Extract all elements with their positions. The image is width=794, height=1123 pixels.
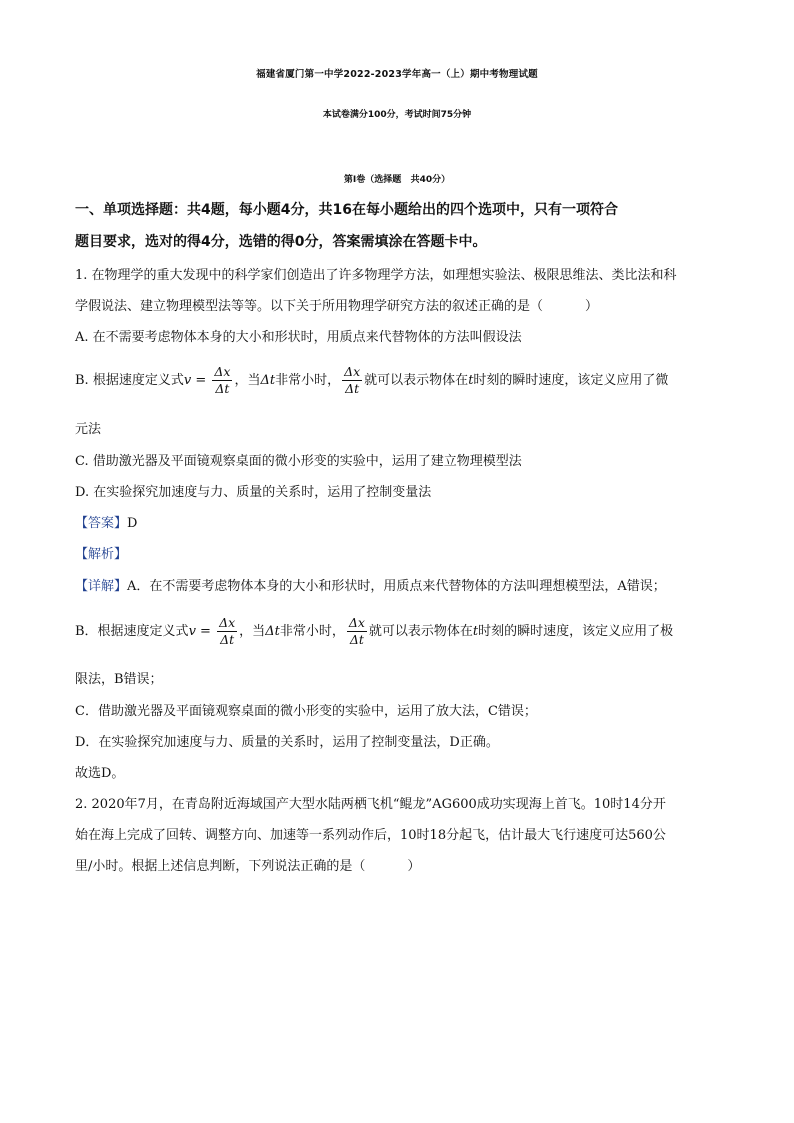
fraction-denominator: Δt (345, 381, 360, 396)
q1-option-c: C. 借助激光器及平面镜观察桌面的微小形变的实验中，运用了建立物理模型法 (75, 454, 522, 469)
detail-b (75, 615, 673, 648)
detail-tag: 【详解】 (75, 579, 128, 594)
time-symbol: t (468, 373, 474, 388)
detail-a-text: A．在不需要考虑物体本身的大小和形状时，用质点来代替物体的方法叫理想模型法，A错误； (127, 579, 666, 594)
q2-stem-line1: 2. 2020年7月，在青岛附近海域国产大型水陆两栖飞机“鲲龙”AG600成功实现海上首飞。10时14分开 (75, 797, 666, 812)
fraction-denominator: Δt (349, 632, 364, 647)
fraction-numerator: Δx (214, 364, 231, 379)
analysis-line (75, 546, 127, 564)
section-heading: 第Ⅰ卷（选择题 共40分） (343, 175, 451, 185)
detail-b-mid2: 非常小时， (279, 624, 345, 639)
q1-option-b (75, 364, 668, 397)
detail-conclusion: 故选D。 (75, 766, 125, 781)
equals-sign: = (191, 373, 211, 388)
ratio-fraction (342, 364, 362, 397)
q2-stem-line3-text: 里/小时。根据上述信息判断，下列说法正确的是（ (75, 859, 366, 874)
part-one-instructions-line2: 题目要求，选对的得4分，选错的得0分，答案需填涂在答题卡中。 (75, 234, 487, 250)
fraction-numerator: Δx (348, 615, 365, 630)
fraction-numerator: Δx (219, 615, 236, 630)
answer-tag: 【答案】 (75, 516, 128, 531)
q1-stem-line2 (75, 298, 598, 316)
detail-b-continued: 限法，B错误； (75, 672, 163, 687)
exam-title: 福建省厦门第一中学2022-2023学年高一（上）期中考物理试题 (256, 69, 538, 80)
answer-value: D (127, 516, 138, 531)
q1-option-b-mid1: ，当 (234, 373, 261, 388)
q1-stem-line1: 1. 在物理学的重大发现中的科学家们创造出了许多物理学方法，如理想实验法、极限思维法、类比法和科 (75, 268, 677, 283)
detail-d: D．在实验探究加速度与力、质量的关系时，运用了控制变量法，D正确。 (75, 735, 499, 750)
detail-c: C．借助激光器及平面镜观察桌面的微小形变的实验中，运用了放大法，C错误； (75, 704, 537, 719)
analysis-tag: 【解析】 (75, 547, 128, 562)
ratio-fraction (347, 615, 367, 648)
fraction-numerator: Δx (344, 364, 361, 379)
detail-b-pre: B．根据速度定义式 (75, 624, 189, 639)
fraction-denominator: Δt (220, 632, 235, 647)
q1-option-b-mid2: 非常小时， (275, 373, 341, 388)
equals-sign: = (195, 624, 216, 639)
detail-b-mid1: ，当 (239, 624, 266, 639)
time-symbol: t (472, 624, 479, 639)
q1-option-b-continued: 元法 (75, 422, 102, 437)
velocity-symbol: v (188, 624, 196, 639)
q1-option-b-mid3: 就可以表示物体在 (364, 373, 469, 388)
part-one-instructions-line1: 一、单项选择题：共4题，每小题4分，共16在每小题给出的四个选项中，只有一项符合 (75, 202, 618, 218)
q1-stem-close: ） (585, 299, 599, 314)
velocity-fraction (217, 615, 237, 648)
answer-line (75, 515, 137, 533)
fraction-denominator: Δt (215, 381, 230, 396)
delta-t-symbol: Δt (260, 373, 276, 388)
q1-option-b-post: 时刻的瞬时速度，该定义应用了微 (473, 373, 669, 388)
q2-stem-line3 (75, 858, 420, 876)
exam-subtitle: 本试卷满分100分，考试时间75分钟 (322, 110, 472, 120)
q1-option-b-pre: B. 根据速度定义式 (75, 373, 184, 388)
q2-stem-close: ） (407, 859, 421, 874)
q1-option-d: D. 在实验探究加速度与力、质量的关系时，运用了控制变量法 (75, 485, 432, 500)
detail-a (75, 578, 666, 596)
detail-b-mid3: 就可以表示物体在 (368, 624, 473, 639)
delta-t-symbol: Δt (265, 624, 280, 639)
velocity-symbol: v (183, 373, 192, 388)
velocity-fraction (212, 364, 232, 397)
q1-option-a: A. 在不需要考虑物体本身的大小和形状时，用质点来代替物体的方法叫假设法 (75, 330, 522, 345)
q2-stem-line2: 始在海上完成了回转、调整方向、加速等一系列动作后，10时18分起飞，估计最大飞行速度可达560公 (75, 828, 666, 843)
q1-stem-line2-text: 学假说法、建立物理模型法等等。以下关于所用物理学研究方法的叙述正确的是（ (75, 299, 544, 314)
detail-b-post: 时刻的瞬时速度，该定义应用了极 (478, 624, 674, 639)
